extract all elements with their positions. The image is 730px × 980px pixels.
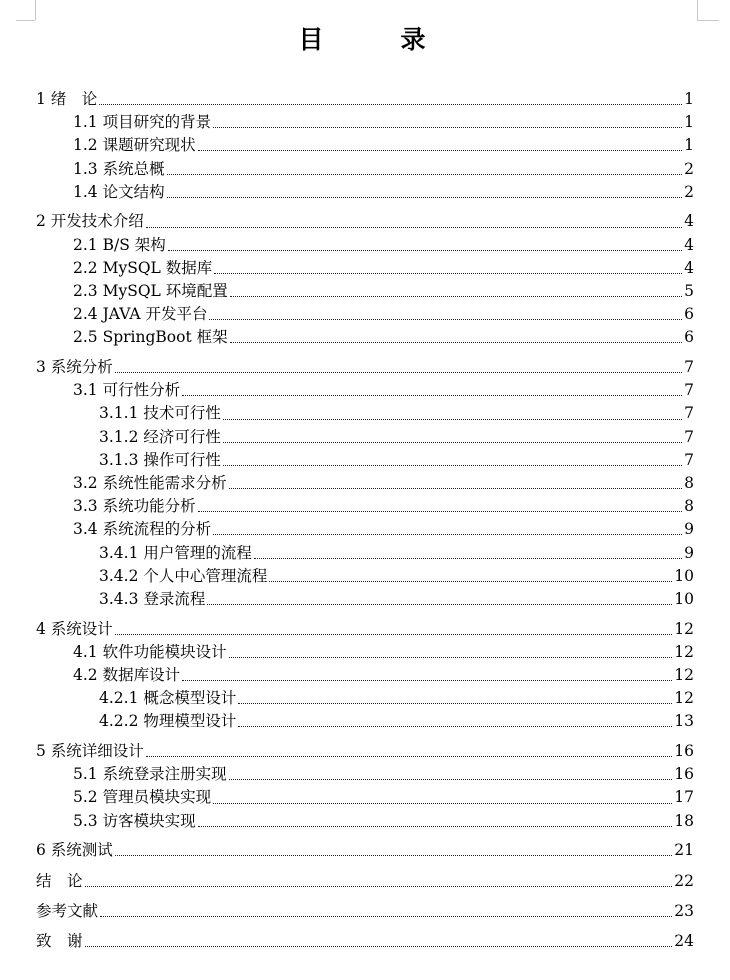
toc-entry[interactable] xyxy=(36,210,694,233)
toc-entry-title: 结 论 xyxy=(36,871,83,890)
toc-dot-leader xyxy=(167,197,683,198)
toc-page-number: 22 xyxy=(674,871,694,890)
toc-entry-title: 6 系统测试 xyxy=(36,841,113,860)
toc-dot-leader xyxy=(182,680,672,681)
toc-entry-title: 4.2 数据库设计 xyxy=(73,666,181,684)
toc-dot-leader xyxy=(230,296,682,297)
table-of-contents xyxy=(36,88,694,953)
toc-entry-title: 3.1.2 经济可行性 xyxy=(99,427,221,446)
toc-entry-title: 3.3 系统功能分析 xyxy=(73,497,196,516)
toc-page-number: 2 xyxy=(684,159,694,178)
toc-entry[interactable] xyxy=(36,402,694,425)
page-title: 目 录 xyxy=(298,25,452,54)
toc-entry[interactable] xyxy=(36,181,694,204)
toc-dot-leader xyxy=(213,534,682,535)
toc-entry-title: 1.1 项目研究的背景 xyxy=(73,113,212,132)
toc-dot-leader xyxy=(238,726,672,727)
toc-dot-leader xyxy=(198,511,683,512)
toc-page-number: 1 xyxy=(684,90,694,108)
toc-entry[interactable] xyxy=(36,495,694,518)
toc-dot-leader xyxy=(146,227,682,228)
toc-entry[interactable] xyxy=(36,379,694,402)
toc-entry[interactable] xyxy=(36,542,694,565)
toc-entry-title: 5 系统详细设计 xyxy=(36,742,144,761)
toc-dot-leader xyxy=(115,855,672,856)
toc-entry[interactable] xyxy=(36,618,694,641)
toc-entry[interactable] xyxy=(36,449,694,472)
toc-entry-title: 4.1 软件功能模块设计 xyxy=(73,642,227,661)
toc-entry-title: 4.2.2 物理模型设计 xyxy=(99,712,237,731)
toc-dot-leader xyxy=(229,657,673,658)
toc-entry[interactable] xyxy=(36,565,694,588)
toc-page-number: 12 xyxy=(674,619,694,638)
toc-dot-leader xyxy=(207,604,672,605)
toc-entry-title: 4 系统设计 xyxy=(36,619,113,638)
toc-entry[interactable] xyxy=(36,88,694,111)
toc-entry[interactable] xyxy=(36,839,694,862)
toc-dot-leader xyxy=(209,319,682,320)
toc-entry[interactable] xyxy=(36,641,694,664)
toc-page-number: 7 xyxy=(684,381,694,400)
toc-dot-leader xyxy=(198,826,673,827)
page-corner-mark-top-left xyxy=(35,0,36,20)
toc-dot-leader xyxy=(223,465,682,466)
toc-page-number: 7 xyxy=(684,358,694,377)
toc-page-number: 16 xyxy=(674,765,694,784)
toc-page-number: 7 xyxy=(684,450,694,469)
toc-page-number: 18 xyxy=(674,811,694,830)
toc-page-number: 23 xyxy=(674,901,694,920)
toc-entry[interactable] xyxy=(36,356,694,379)
toc-dot-leader xyxy=(115,372,682,373)
toc-page-number: 9 xyxy=(684,520,694,539)
toc-entry-title: 5.3 访客模块实现 xyxy=(73,811,196,830)
page-corner-mark-top-right xyxy=(697,0,698,20)
toc-dot-leader xyxy=(230,342,683,343)
toc-dot-leader xyxy=(182,395,682,396)
toc-entry-title: 3.1.3 操作可行性 xyxy=(99,450,221,469)
toc-entry[interactable] xyxy=(36,740,694,763)
toc-dot-leader xyxy=(198,150,683,151)
toc-entry[interactable] xyxy=(36,687,694,710)
toc-entry[interactable] xyxy=(36,710,694,733)
toc-entry[interactable] xyxy=(36,158,694,181)
toc-entry-title: 3.4.3 登录流程 xyxy=(99,589,206,608)
toc-page-number: 9 xyxy=(684,543,694,562)
toc-entry-title: 3 系统分析 xyxy=(36,358,113,377)
toc-entry-title: 2.5 SpringBoot 框架 xyxy=(73,328,228,347)
toc-entry-title: 3.4.2 个人中心管理流程 xyxy=(99,566,268,585)
toc-entry-title: 2 开发技术介绍 xyxy=(36,212,144,231)
toc-page-number: 5 xyxy=(684,282,694,300)
toc-entry-title: 5.1 系统登录注册实现 xyxy=(73,765,227,784)
toc-page-number: 12 xyxy=(674,642,694,661)
toc-page-number: 12 xyxy=(674,666,694,684)
toc-dot-leader xyxy=(223,442,682,443)
toc-dot-leader xyxy=(85,946,673,947)
toc-dot-leader xyxy=(229,779,673,780)
toc-entry[interactable] xyxy=(36,326,694,349)
toc-page-number: 7 xyxy=(684,404,694,423)
toc-dot-leader xyxy=(269,581,672,582)
toc-entry-title: 2.1 B/S 架构 xyxy=(73,235,166,254)
toc-entry[interactable] xyxy=(36,664,694,687)
toc-entry[interactable] xyxy=(36,303,694,326)
toc-page-number: 6 xyxy=(684,305,694,324)
toc-page-number: 24 xyxy=(674,931,694,950)
toc-entry-title: 2.4 JAVA 开发平台 xyxy=(73,305,208,324)
toc-page-number: 8 xyxy=(684,474,694,492)
toc-entry[interactable] xyxy=(36,280,694,303)
toc-dot-leader xyxy=(168,250,682,251)
toc-dot-leader xyxy=(115,634,672,635)
toc-entry-title: 2.2 MySQL 数据库 xyxy=(73,258,213,277)
toc-dot-leader xyxy=(167,174,683,175)
toc-page-number: 4 xyxy=(684,258,694,277)
toc-entry-title: 1.3 系统总概 xyxy=(73,159,165,178)
toc-entry-title: 参考文献 xyxy=(36,901,99,920)
toc-page-number: 10 xyxy=(674,566,694,585)
toc-page-number: 4 xyxy=(684,212,694,231)
toc-dot-leader xyxy=(229,488,683,489)
toc-entry[interactable] xyxy=(36,900,694,923)
toc-page-number: 16 xyxy=(674,742,694,761)
toc-dot-leader xyxy=(146,756,672,757)
toc-dot-leader xyxy=(213,803,672,804)
toc-entry[interactable] xyxy=(36,111,694,134)
toc-entry[interactable] xyxy=(36,930,694,953)
toc-entry-title: 3.1.1 技术可行性 xyxy=(99,404,221,423)
toc-dot-leader xyxy=(238,703,672,704)
toc-page-number: 2 xyxy=(684,182,694,201)
toc-entry[interactable] xyxy=(36,234,694,257)
toc-page-number: 1 xyxy=(684,113,694,132)
toc-entry-title: 1 绪 论 xyxy=(36,90,98,108)
toc-dot-leader xyxy=(100,916,672,917)
toc-entry[interactable] xyxy=(36,472,694,495)
toc-dot-leader xyxy=(213,127,682,128)
toc-page-number: 1 xyxy=(684,136,694,155)
toc-entry-title: 1.2 课题研究现状 xyxy=(73,136,196,155)
toc-entry-title: 2.3 MySQL 环境配置 xyxy=(73,282,228,300)
toc-dot-leader xyxy=(223,419,682,420)
toc-entry[interactable] xyxy=(36,518,694,541)
toc-dot-leader xyxy=(85,886,673,887)
toc-entry-title: 3.4.1 用户管理的流程 xyxy=(99,543,252,562)
toc-page-number: 10 xyxy=(674,589,694,608)
toc-page-number: 17 xyxy=(674,788,694,807)
toc-entry[interactable] xyxy=(36,786,694,809)
toc-page-number: 4 xyxy=(684,235,694,254)
toc-page-number: 7 xyxy=(684,427,694,446)
toc-entry[interactable] xyxy=(36,257,694,280)
toc-page-number: 6 xyxy=(684,328,694,347)
toc-entry-title: 3.1 可行性分析 xyxy=(73,381,181,400)
toc-entry-title: 1.4 论文结构 xyxy=(73,182,165,201)
toc-dot-leader xyxy=(99,104,682,105)
toc-entry[interactable] xyxy=(36,588,694,611)
toc-page-number: 12 xyxy=(674,689,694,708)
toc-entry[interactable] xyxy=(36,870,694,893)
toc-page-number: 21 xyxy=(674,841,694,860)
toc-entry[interactable] xyxy=(36,810,694,833)
toc-entry-title: 3.4 系统流程的分析 xyxy=(73,520,212,539)
toc-entry[interactable] xyxy=(36,763,694,786)
toc-entry-title: 4.2.1 概念模型设计 xyxy=(99,689,237,708)
toc-page-number: 8 xyxy=(684,497,694,516)
toc-entry[interactable] xyxy=(36,134,694,157)
toc-entry-title: 5.2 管理员模块实现 xyxy=(73,788,212,807)
toc-entry-title: 致 谢 xyxy=(36,931,83,950)
toc-dot-leader xyxy=(214,273,682,274)
toc-entry-title: 3.2 系统性能需求分析 xyxy=(73,474,227,492)
toc-page-number: 13 xyxy=(674,712,694,731)
toc-entry[interactable] xyxy=(36,426,694,449)
toc-dot-leader xyxy=(254,558,682,559)
